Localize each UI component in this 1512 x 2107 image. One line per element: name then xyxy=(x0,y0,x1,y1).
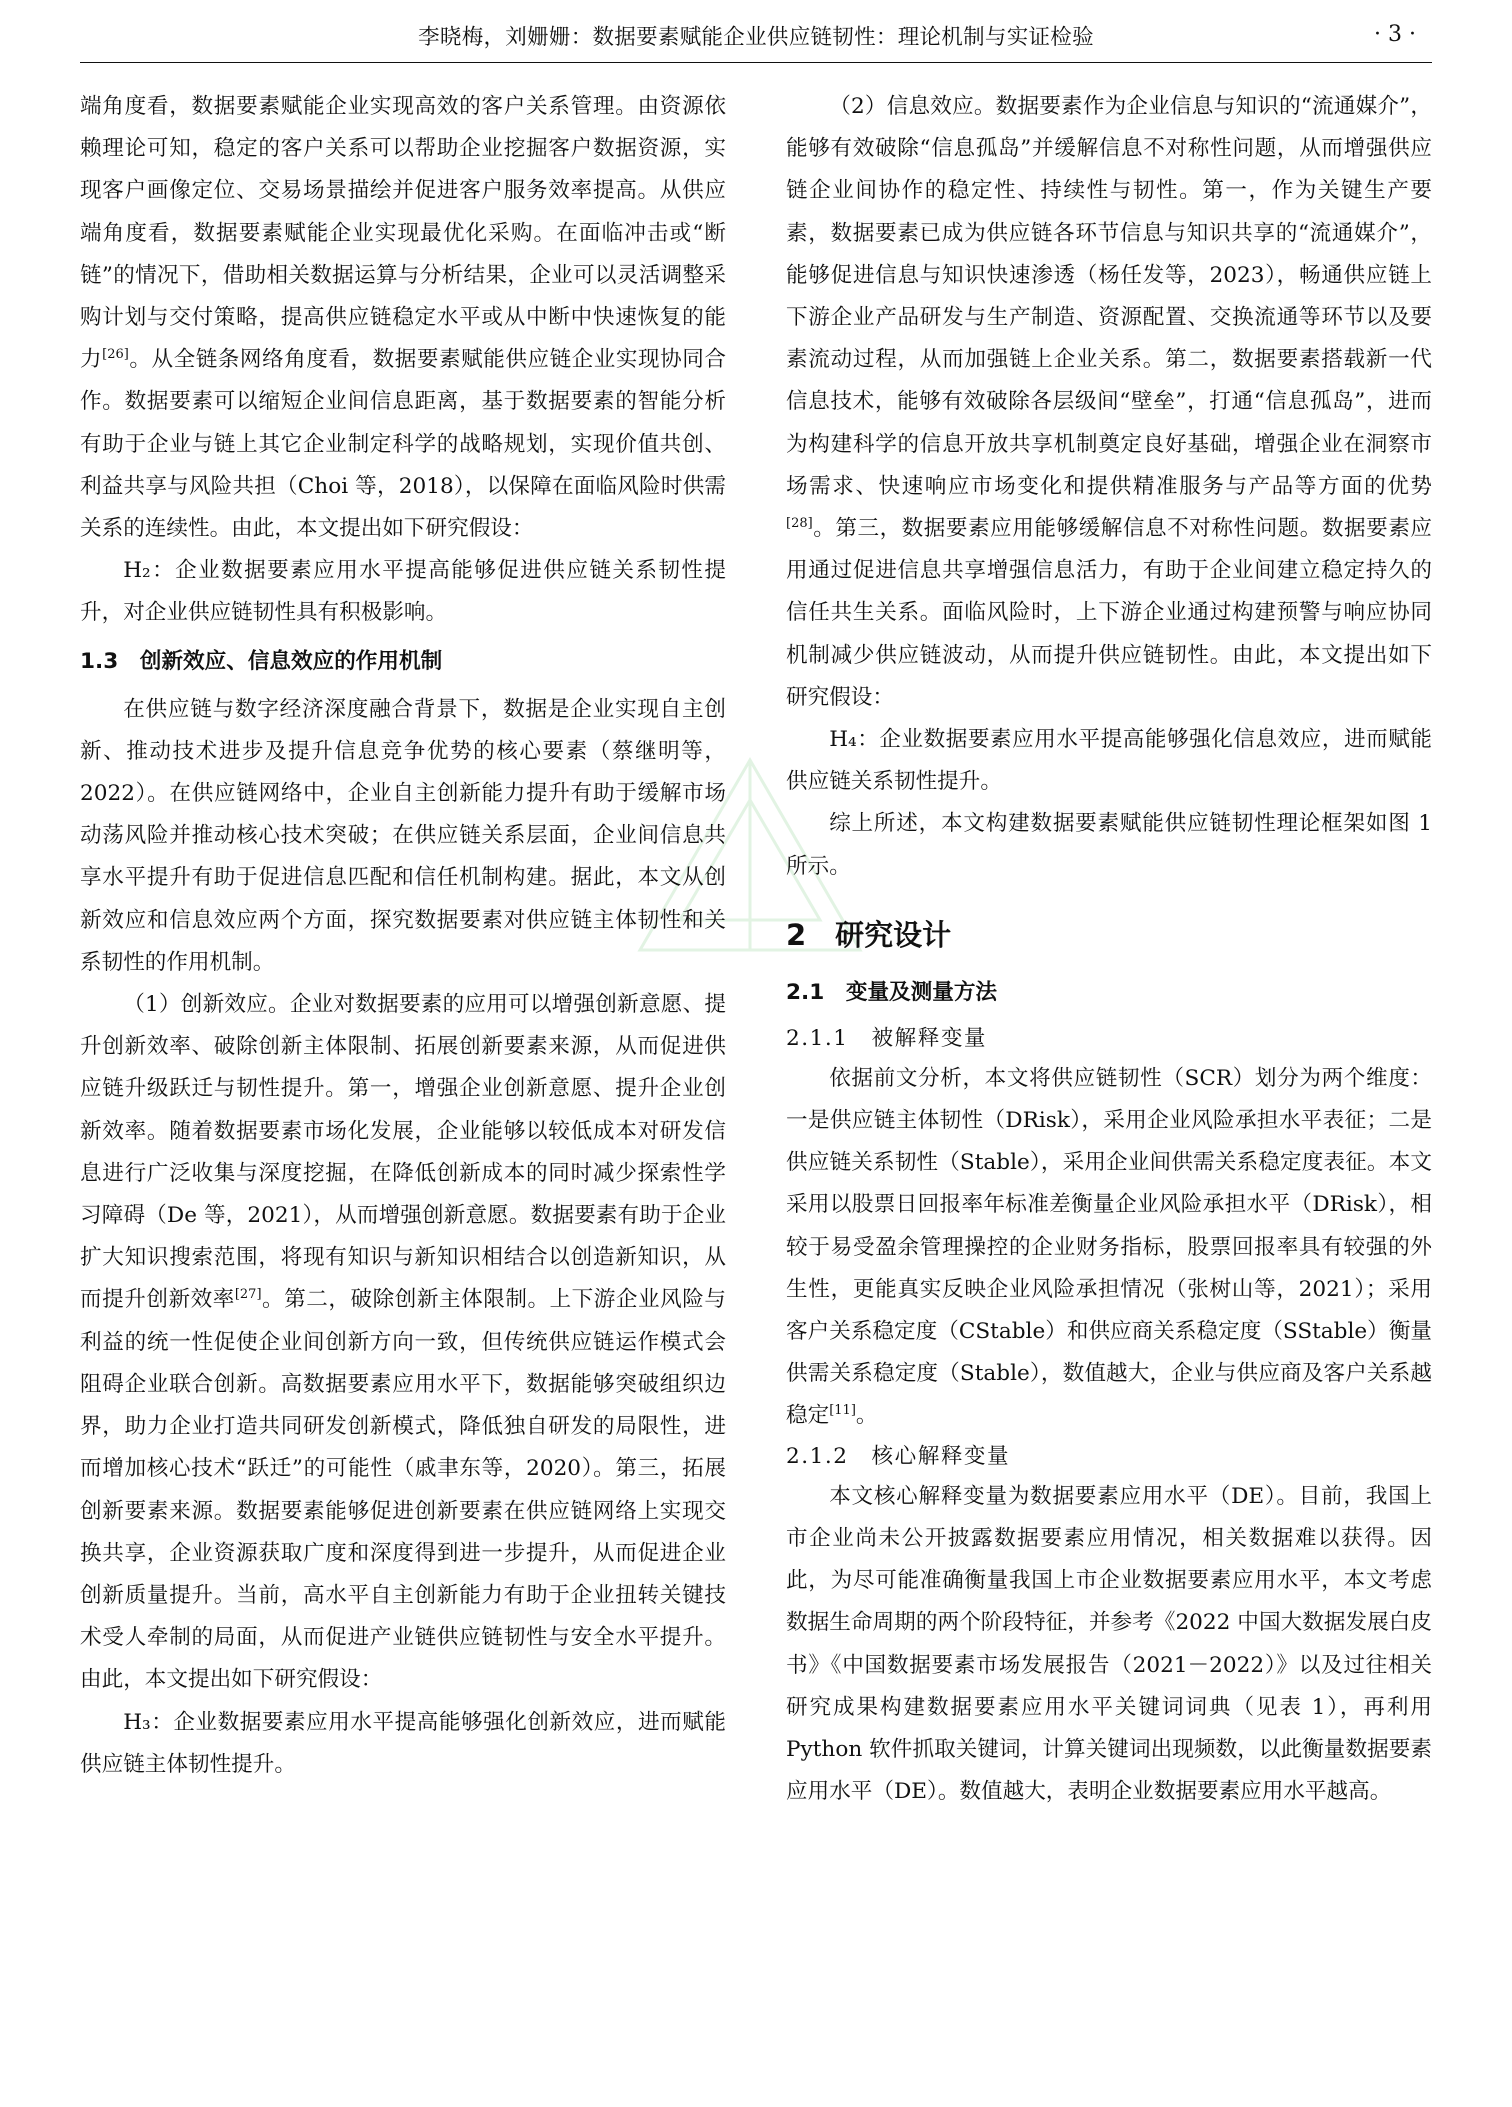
citation: [28] xyxy=(786,515,813,531)
section-heading-2: 2 研究设计 xyxy=(786,917,952,952)
paragraph-text: 。第三，数据要素应用能够缓解信息不对称性问题。数据要素应用通过促进信息共享增强信息活力，有助于企业间建立稳定持久的信任共生关系。面临风险时，上下游企业通过构建预警与响应协同机制减少供应链波动，从而提升供应链韧性。由此，本文提出如下研究假设： xyxy=(786,516,1432,710)
section-heading-1-3: 1.3 创新效应、信息效应的作用机制 xyxy=(80,648,443,674)
paragraph-text: 依据前文分析，本文将供应链韧性（SCR）划分为两个维度：一是供应链主体韧性（DRisk），采用企业风险承担水平表征；二是供应链关系韧性（Stable），采用企业间供需关系稳定度表征。本文采用以股票日回报率年标准差衡量企业风险承担水平（DRisk），相较于易受盈余管理操控的企业财务指标，股票回报率具有较强的外生性，更能真实反映企业风险承担情况（张树山等，2021）；采用客户关系稳定度（CStable）和供应商关系稳定度（SStable）衡量供需关系稳定度（Stable），数值越大，企业与供应商及客户关系越稳定 xyxy=(786,1065,1432,1429)
subsection-heading-2-1-2: 2.1.2 核心解释变量 xyxy=(786,1443,1011,1469)
paragraph xyxy=(786,1058,1432,1438)
section-heading-2-1: 2.1 变量及测量方法 xyxy=(786,979,998,1005)
paragraph-text: （2）信息效应。数据要素作为企业信息与知识的“流通媒介”，能够有效破除“信息孤岛”并缓解信息不对称性问题，从而增强供应链企业间协作的稳定性、持续性与韧性。第一，作为关键生产要素，数据要素已成为供应链各环节信息与知识共享的“流通媒介”，能够促进信息与知识快速渗透（杨任发等，2023），畅通供应链上下游企业产品研发与生产制造、资源配置、交换流通等环节以及要素流动过程，从而加强链上企业关系。第二，数据要素搭载新一代信息技术，能够有效破除各层级间“壁垒”，打通“信息孤岛”，进而为构建科学的信息开放共享机制奠定良好基础，增强企业在洞察市场需求、快速响应市场变化和提供精准服务与产品等方面的优势 xyxy=(786,94,1432,499)
running-title: 李晓梅，刘姗姗：数据要素赋能企业供应链韧性：理论机制与实证检验 xyxy=(418,25,1094,50)
hypothesis-h4: H₄：企业数据要素应用水平提高能够强化信息效应，进而赋能供应链关系韧性提升。 xyxy=(786,727,1432,795)
paragraph-text: （1）创新效应。企业对数据要素的应用可以增强创新意愿、提升创新效率、破除创新主体限制、拓展创新要素来源，从而促进供应链升级跃迁与韧性提升。第一，增强企业创新意愿、提升企业创新效率。随着数据要素市场化发展，企业能够以较低成本对研发信息进行广泛收集与深度挖掘，在降低创新成本的同时减少探索性学习障碍（De 等，2021），从而增强创新意愿。数据要素有助于企业扩大知识搜索范围，将现有知识与新知识相结合以创造新知识，从而提升创新效率 xyxy=(80,992,726,1313)
paragraph-text: 端角度看，数据要素赋能企业实现高效的客户关系管理。由资源依赖理论可知，稳定的客户关系可以帮助企业挖掘客户数据资源，实现客户画像定位、交易场景描绘并促进客户服务效率提高。从供应端角度看，数据要素赋能企业实现最优化采购。在面临冲击或“断链”的情况下，借助相关数据运算与分析结果，企业可以灵活调整采购计划与交付策略，提高供应链稳定水平或从中断中快速恢复的能力 xyxy=(80,94,726,373)
paragraph xyxy=(80,86,726,550)
paragraph-text: 。从全链条网络角度看，数据要素赋能供应链企业实现协同合作。数据要素可以缩短企业间信息距离，基于数据要素的智能分析有助于企业与链上其它企业制定科学的战略规划，实现价值共创、利益共享与风险共担（Choi 等，2018），以保障在面临风险时供需关系的连续性。由此，本文提出如下研究假设： xyxy=(80,347,726,542)
paragraph xyxy=(786,86,1432,719)
subsection-heading-2-1-1: 2.1.1 被解释变量 xyxy=(786,1025,988,1051)
paragraph-text: 。 xyxy=(855,1403,878,1429)
hypothesis-h2: H₂：企业数据要素应用水平提高能够促进供应链关系韧性提升，对企业供应链韧性具有积极影响。 xyxy=(80,558,726,626)
citation: [26] xyxy=(102,347,129,363)
paragraph-text: 。第二，破除创新主体限制。上下游企业风险与利益的统一性促使企业间创新方向一致，但传统供应链运作模式会阻碍企业联合创新。高数据要素应用水平下，数据能够突破组织边界，助力企业打造共同研发创新模式，降低独自研发的局限性，进而增加核心技术“跃迁”的可能性（戚聿东等，2020）。第三，拓展创新要素来源。数据要素能够促进创新要素在供应链网络上实现交换共享，企业资源获取广度和深度得到进一步提升，从而促进企业创新质量提升。当前，高水平自主创新能力有助于企业扭转关键技术受人牵制的局面，从而促进产业链供应链韧性与安全水平提升。由此，本文提出如下研究假设： xyxy=(80,1287,726,1693)
paragraph: 综上所述，本文构建数据要素赋能供应链韧性理论框架如图 1 所示。 xyxy=(786,811,1432,879)
citation: [11] xyxy=(829,1403,856,1419)
running-header xyxy=(80,14,1432,63)
citation: [27] xyxy=(234,1287,262,1303)
paragraph: 在供应链与数字经济深度融合背景下，数据是企业实现自主创新、推动技术进步及提升信息竞争优势的核心要素（蔡继明等，2022）。在供应链网络中，企业自主创新能力提升有助于缓解市场动荡风险并推动核心技术突破；在供应链关系层面，企业间信息共享水平提升有助于促进信息匹配和信任机制构建。据此，本文从创新效应和信息效应两个方面，探究数据要素对供应链主体韧性和关系韧性的作用机制。 xyxy=(80,696,726,975)
paragraph: 本文核心解释变量为数据要素应用水平（DE）。目前，我国上市企业尚未公开披露数据要素应用情况，相关数据难以获得。因此，为尽可能准确衡量我国上市企业数据要素应用水平，本文考虑数据生命周期的两个阶段特征，并参考《2022 中国大数据发展白皮书》《中国数据要素市场发展报告（2021－2022）》以及过往相关研究成果构建数据要素应用水平关键词词典（见表 1），再利用 Python 软件抓取关键词，计算关键词出现频数，以此衡量数据要素应用水平（DE）。数值越大，表明企业数据要素应用水平越高。 xyxy=(786,1483,1432,1805)
left-column xyxy=(80,86,726,1786)
right-column xyxy=(786,86,1432,1813)
hypothesis-h3: H₃：企业数据要素应用水平提高能够强化创新效应，进而赋能供应链主体韧性提升。 xyxy=(80,1709,726,1777)
page-number: · 3 · xyxy=(1374,22,1416,47)
paragraph xyxy=(80,984,726,1701)
